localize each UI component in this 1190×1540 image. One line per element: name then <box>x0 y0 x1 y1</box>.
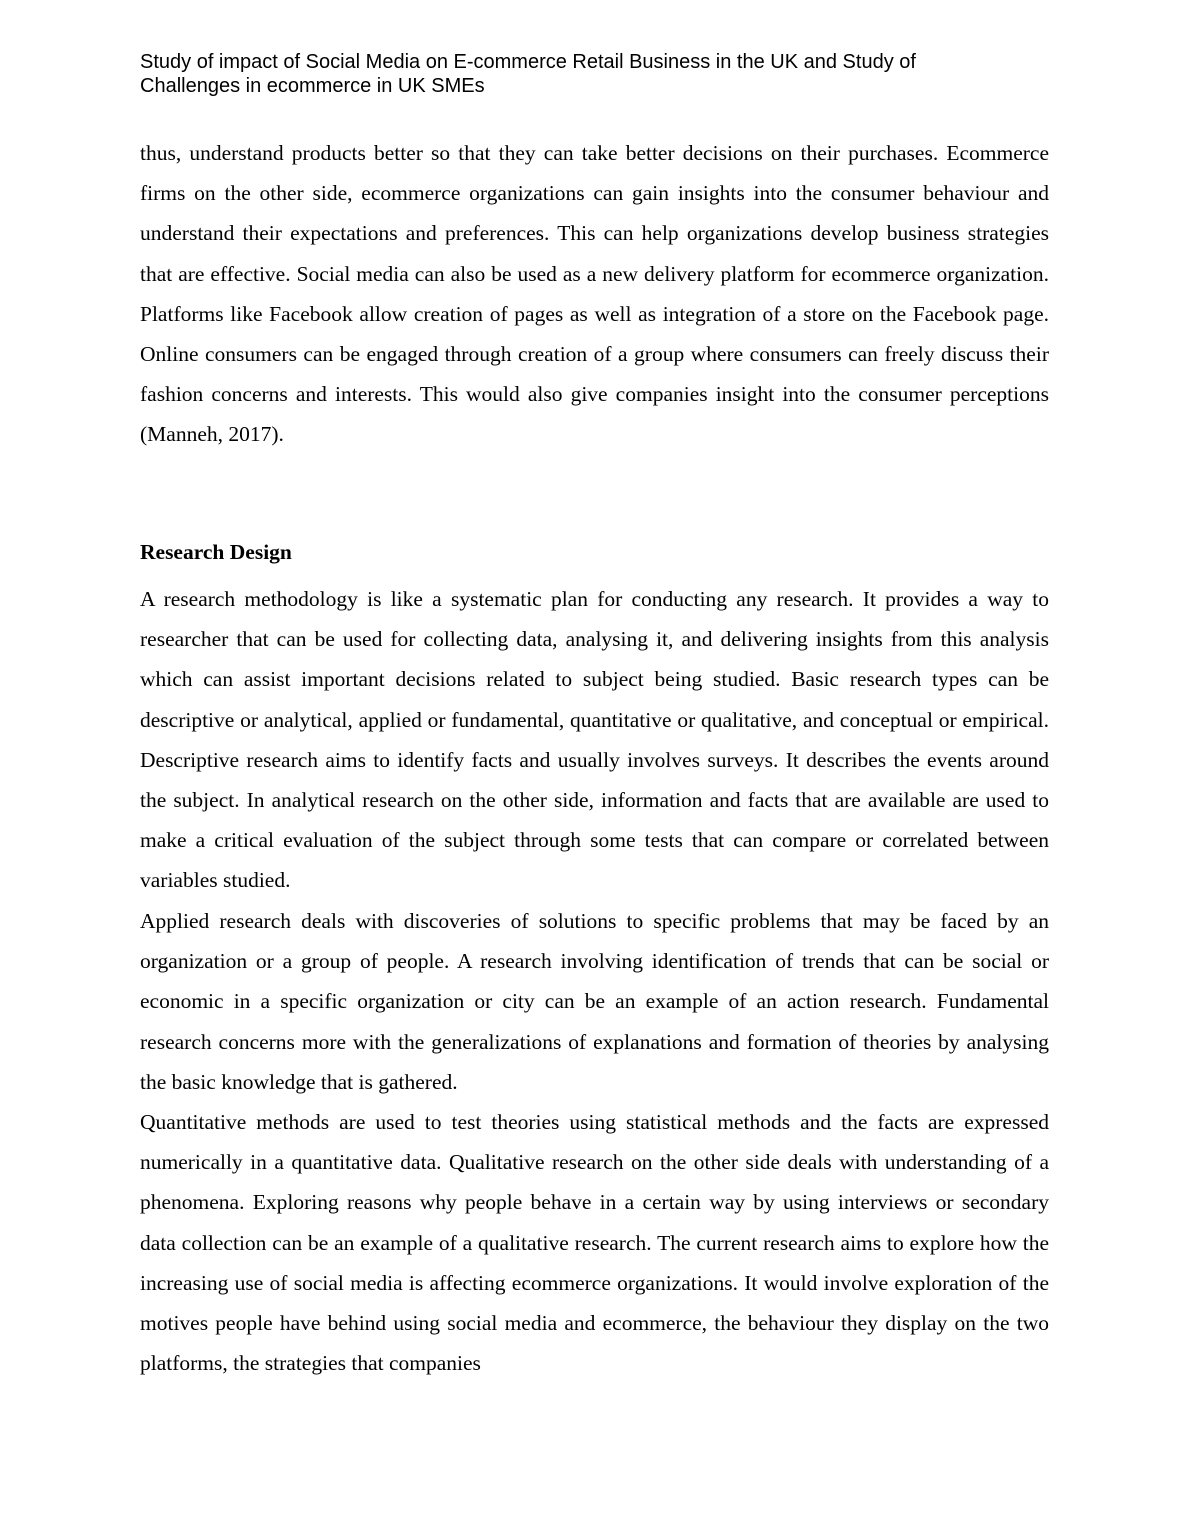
paragraph-quantitative-methods: Quantitative methods are used to test theories using statistical methods and the facts are expressed numerically in a quantitative data. Qualitative research on the other side deals with understanding of a phenomena. Exploring reasons why people behave in a certain way by using interviews or secondary data collection can be an example of a qualitative research. The current research aims to explore how the increasing use of social media is affecting ecommerce organizations. It would involve exploration of the motives people have behind using social media and ecommerce, the behaviour they display on the two platforms, the strategies that companies <box>140 1110 1049 1376</box>
running-header <box>140 50 1050 98</box>
paragraph-intro: thus, understand products better so that they can take better decisions on their purchases. Ecommerce firms on the other side, ecommerce organizations can gain insights into the consumer behaviour and understand their expectations and preferences. This can help organizations develop business strategies that are effective. Social media can also be used as a new delivery platform for ecommerce organization. Platforms like Facebook allow creation of pages as well as integration of a store on the Facebook page. Online consumers can be engaged through creation of a group where consumers can freely discuss their fashion concerns and interests. This would also give companies insight into the consumer perceptions (Manneh, 2017). <box>140 141 1049 447</box>
section-heading-research-design: Research Design <box>140 540 292 564</box>
paragraph-methodology: A research methodology is like a systematic plan for conducting any research. It provides a way to researcher that can be used for collecting data, analysing it, and delivering insights from this analysis which can assist important decisions related to subject being studied. Basic research types can be descriptive or analytical, applied or fundamental, quantitative or qualitative, and conceptual or empirical. Descriptive research aims to identify facts and usually involves surveys. It describes the events around the subject. In analytical research on the other side, information and facts that are available are used to make a critical evaluation of the subject through some tests that can compare or correlated between variables studied. <box>140 587 1049 893</box>
paragraph-applied-research: Applied research deals with discoveries of solutions to specific problems that may be faced by an organization or a group of people. A research involving identification of trends that can be social or economic in a specific organization or city can be an example of an action research. Fundamental research concerns more with the generalizations of explanations and formation of theories by analysing the basic knowledge that is gathered. <box>140 909 1049 1094</box>
header-line-1: Study of impact of Social Media on E-commerce Retail Business in the UK and Study of <box>140 51 916 73</box>
header-line-2: Challenges in ecommerce in UK SMEs <box>140 75 485 97</box>
